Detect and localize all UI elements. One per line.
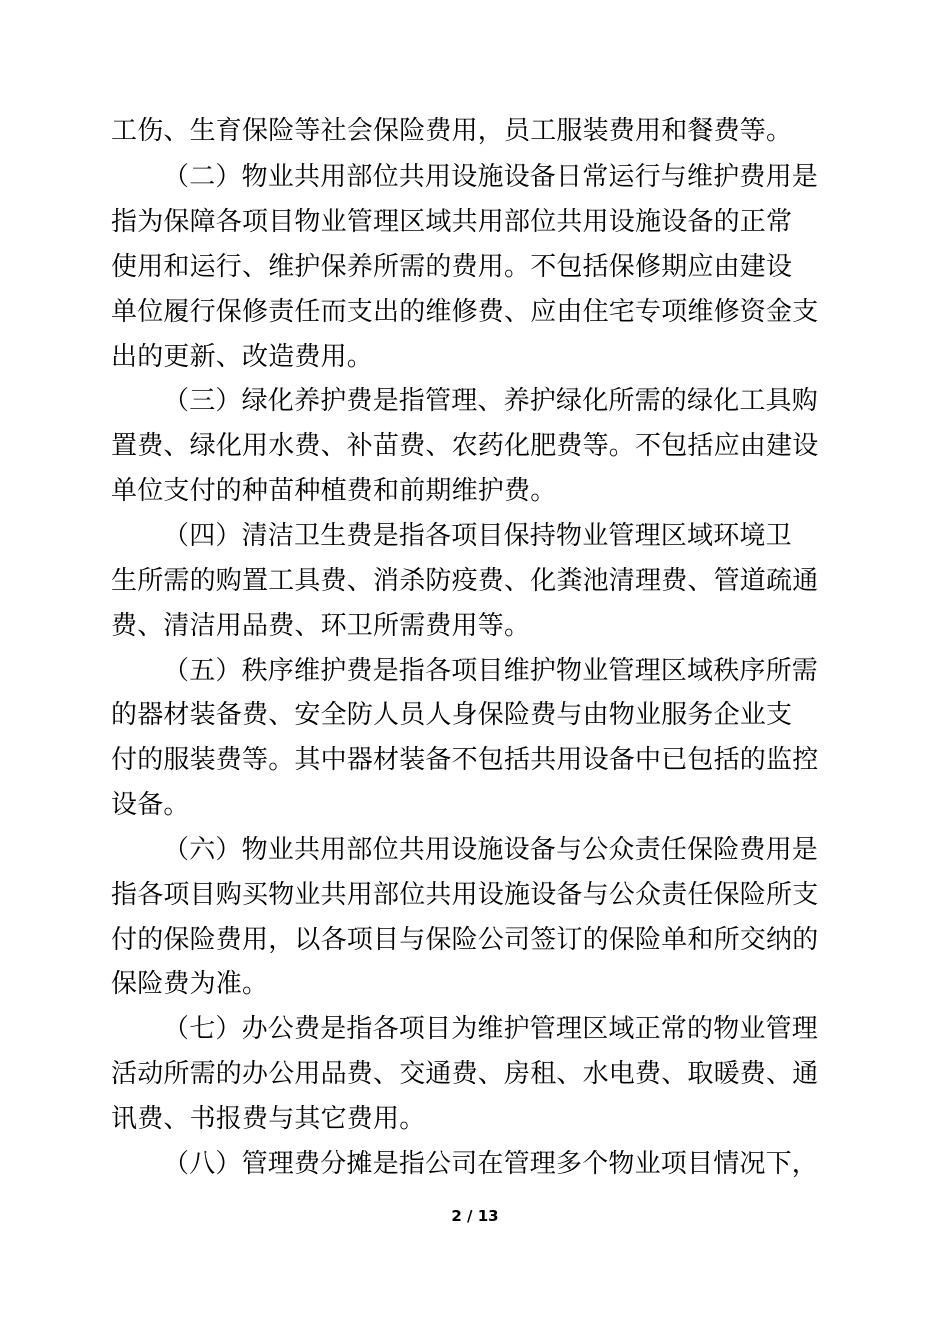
- text-line: 付的保险费用，以各项目与保险公司签订的保险单和所交纳的: [111, 925, 819, 955]
- paragraph-start-line: （八）管理费分摊是指公司在管理多个物业项目情况下，: [163, 1149, 819, 1179]
- text-line: 单位支付的种苗种植费和前期维护费。: [111, 476, 557, 506]
- paragraph-start-line: （七）办公费是指各项目为维护管理区域正常的物业管理: [163, 1014, 819, 1044]
- text-line: 讯费、书报费与其它费用。: [111, 1104, 426, 1134]
- page-number: 2 / 13: [451, 1207, 499, 1225]
- text-line: 置费、绿化用水费、补苗费、农药化肥费等。不包括应由建设: [111, 431, 819, 461]
- text-line: 付的服装费等。其中器材装备不包括共用设备中已包括的监控: [111, 745, 819, 775]
- text-line: 设备。: [111, 790, 190, 820]
- text-line: 指为保障各项目物业管理区域共用部位共用设施设备的正常: [111, 207, 793, 237]
- text-line: 的器材装备费、安全防人员人身保险费与由物业服务企业支: [111, 700, 793, 730]
- text-line: 出的更新、改造费用。: [111, 342, 374, 372]
- paragraph-start-line: （三）绿化养护费是指管理、养护绿化所需的绿化工具购: [163, 386, 819, 416]
- text-line: 活动所需的办公用品费、交通费、房租、水电费、取暖费、通: [111, 1059, 819, 1089]
- text-line: 保险费为准。: [111, 969, 269, 999]
- paragraph-start-line: （四）清洁卫生费是指各项目保持物业管理区域环境卫: [163, 521, 792, 551]
- text-line: 单位履行保修责任而支出的维修费、应由住宅专项维修资金支: [111, 297, 819, 327]
- text-line: 费、清洁用品费、环卫所需费用等。: [111, 611, 531, 641]
- text-line: 工伤、生育保险等社会保险费用，员工服装费用和餐费等。: [111, 116, 793, 146]
- paragraph-start-line: （二）物业共用部位共用设施设备日常运行与维护费用是: [163, 162, 819, 192]
- paragraph-start-line: （六）物业共用部位共用设施设备与公众责任保险费用是: [163, 835, 819, 865]
- text-line: 使用和运行、维护保养所需的费用。不包括保修期应由建设: [111, 252, 793, 282]
- paragraph-start-line: （五）秩序维护费是指各项目维护物业管理区域秩序所需: [163, 656, 819, 686]
- text-line: 指各项目购买物业共用部位共用设施设备与公众责任保险所支: [111, 880, 819, 910]
- text-line: 生所需的购置工具费、消杀防疫费、化粪池清理费、管道疏通: [111, 566, 819, 596]
